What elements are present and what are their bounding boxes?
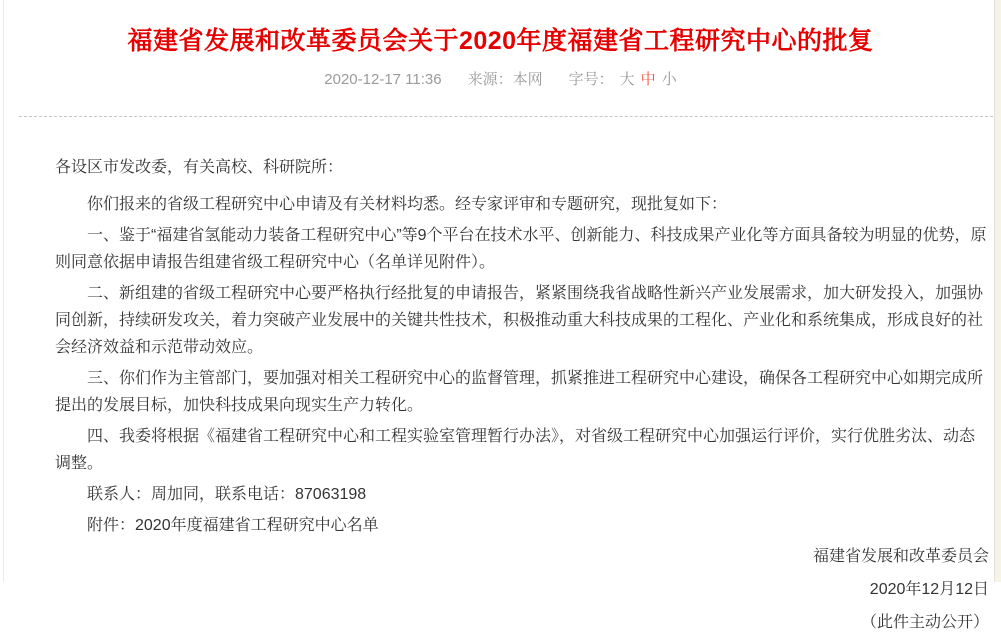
salutation-line: 各设区市发改委，有关高校、科研院所： [55,159,344,176]
fontsize-large-button[interactable]: 大 [619,71,635,88]
item-2-paragraph: 二、新组建的省级工程研究中心要严格执行经批复的申请报告，紧紧围绕我省战略性新兴产业发展需求，加大研发投入，加强协同创新，持续研发攻关，着力突破产业发展中的关键共性技术，积极推动重大科技成果的工程化、产业化和系统集成，形成良好的社会经济效益和示范带动效应。 [55,285,984,356]
item-4-paragraph: 四、我委将根据《福建省工程研究中心和工程实验室管理暂行办法》，对省级工程研究中心加强运行评价，实行优胜劣汰、动态调整。 [55,428,976,472]
right-page-edge [994,0,1001,582]
signature-disclosure: （此件主动公开） [860,614,989,631]
contact-line: 联系人：周加同，联系电话：87063198 [87,486,367,503]
signature-date: 2020年12月12日 [869,581,989,598]
item-1-paragraph: 一、鉴于“福建省氢能动力装备工程研究中心”等9个平台在技术水平、创新能力、科技成果产业化等方面具备较为明显的优势，原则同意依据申请报告组建省级工程研究中心（名单详见附件）。 [55,227,987,271]
article-meta [0,70,1001,90]
fontsize-group [569,70,677,90]
left-page-rule [3,0,4,582]
article-header [0,0,1001,90]
fontsize-medium-button[interactable]: 中 [640,71,656,88]
item-3-paragraph: 三、你们作为主管部门，要加强对相关工程研究中心的监督管理，抓紧推进工程研究中心建设，确保各工程研究中心如期完成所提出的发展目标，加快科技成果向现实生产力转化。 [55,370,984,414]
attachment-line: 附件：2020年度福建省工程研究中心名单 [87,517,379,534]
dotted-divider [19,116,993,117]
fontsize-small-button[interactable]: 小 [661,71,677,88]
intro-paragraph: 你们报来的省级工程研究中心申请及有关材料均悉。经专家评审和专题研究，现批复如下： [87,196,728,213]
source-label: 来源： [467,71,513,88]
source-value: 本网 [512,71,543,88]
page-title: 福建省发展和改革委员会关于2020年度福建省工程研究中心的批复 [127,27,874,55]
publish-datetime: 2020-12-17 11:36 [324,71,442,88]
fontsize-label: 字号： [568,71,614,88]
signature-agency: 福建省发展和改革委员会 [812,548,989,565]
article-body [0,154,1001,636]
source-group [468,70,543,90]
signature-block [55,543,989,636]
